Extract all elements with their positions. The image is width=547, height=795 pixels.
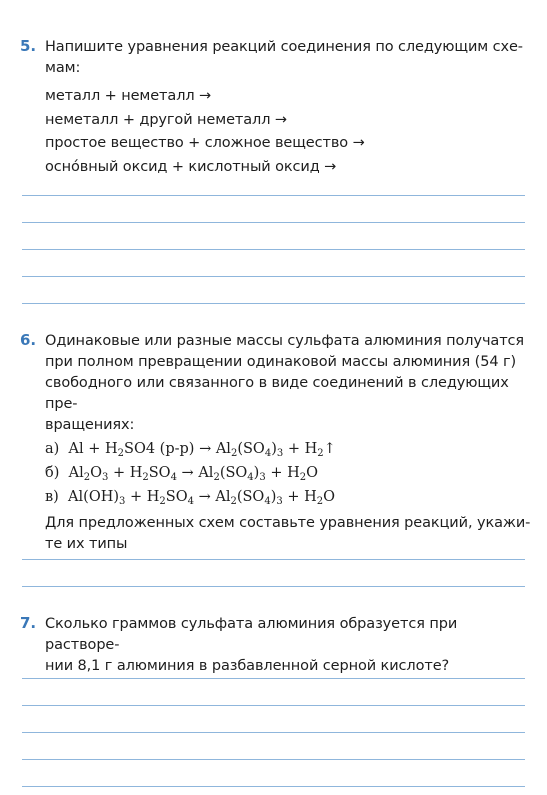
scheme-item: простое вещество + сложное вещество → — [45, 135, 365, 151]
question-number: 7. — [20, 614, 37, 632]
answer-line[interactable] — [22, 678, 525, 679]
text-line: Одинаковые или разные массы сульфата алюминия получатся — [45, 333, 525, 349]
question-text — [45, 331, 533, 436]
text-line: Напишите уравнения реакций соединения по следующим схе- — [45, 39, 523, 55]
reaction-c — [45, 485, 533, 509]
question-number: 6. — [20, 331, 37, 349]
question-number: 5. — [20, 37, 37, 55]
subscript: 4 — [170, 472, 177, 483]
reaction-formula: $Al_2O_3 + H_2SO_4 \to Al_2(SO_4)_3 + H_2O$ — [68, 465, 318, 483]
subscript: 2 — [299, 472, 307, 483]
scheme-list — [45, 85, 533, 179]
scheme-item: металл + неметалл → — [45, 88, 212, 104]
scheme-item: неметалл + другой неметалл → — [45, 111, 287, 128]
reaction-list — [45, 437, 533, 509]
subscript: 4 — [264, 496, 271, 507]
subscript: 3 — [259, 472, 266, 483]
answer-line[interactable] — [22, 559, 525, 560]
subscript: 2 — [230, 448, 238, 459]
reaction-label: б) — [45, 465, 60, 481]
text-line: Сколько граммов сульфата алюминия образуется при растворе- — [45, 616, 458, 653]
question-5 — [20, 37, 533, 179]
question-7 — [20, 614, 533, 677]
subscript: 2 — [317, 448, 324, 459]
answer-line[interactable] — [22, 249, 525, 250]
answer-line[interactable] — [22, 222, 525, 223]
question-text — [45, 614, 533, 677]
subscript: 3 — [119, 496, 126, 507]
subscript: 4 — [247, 472, 254, 483]
reaction-label: в) — [45, 489, 59, 505]
text-line: Для предложенных схем составьте уравнения реакций, укажи- — [45, 515, 531, 531]
subscript: 2 — [83, 472, 91, 483]
text-line: вращениях: — [45, 417, 135, 433]
text-line: свободного или связанного в виде соединений в следующих пре- — [45, 375, 509, 412]
reaction-b — [45, 461, 533, 485]
subscript: 4 — [187, 496, 194, 507]
text-line: нии 8,1 г алюминия в разбавленной серной кислоте? — [45, 658, 450, 674]
answer-line[interactable] — [22, 759, 525, 760]
subscript: 3 — [276, 496, 283, 507]
scheme-item: осно́вный оксид + кислотный оксид → — [45, 158, 337, 175]
subscript: 2 — [213, 472, 220, 483]
question-6 — [20, 331, 533, 555]
answer-line[interactable] — [22, 586, 525, 587]
subscript: 3 — [276, 448, 284, 459]
reaction-formula: $Al + H_2SO4$ $(р-р) \to Al_2(SO_4)_3$ + $H_2↑$ — [68, 441, 336, 459]
subscript: 2 — [159, 496, 166, 507]
subscript: 2 — [230, 496, 237, 507]
reaction-formula: $Al(OH)_3 + H_2SO_4 \to Al_2(SO_4)_3 + H_2O$ — [68, 489, 336, 507]
text-line: при полном превращении одинаковой массы алюминия (54 г) — [45, 354, 517, 370]
answer-line[interactable] — [22, 732, 525, 733]
text-line: те их типы — [45, 536, 128, 552]
answer-line[interactable] — [22, 195, 525, 196]
reaction-label: а) — [45, 441, 60, 457]
subscript: 2 — [316, 496, 324, 507]
subscript: 2 — [142, 472, 149, 483]
answer-line[interactable] — [22, 303, 525, 304]
answer-line[interactable] — [22, 786, 525, 787]
answer-line[interactable] — [22, 276, 525, 277]
reaction-a — [45, 437, 533, 461]
subscript: 3 — [101, 472, 109, 483]
subscript: 2 — [117, 448, 125, 459]
subscript: 4 — [264, 448, 272, 459]
task-text — [45, 513, 533, 555]
text-line: мам: — [45, 60, 81, 76]
question-text — [45, 37, 533, 79]
answer-line[interactable] — [22, 705, 525, 706]
